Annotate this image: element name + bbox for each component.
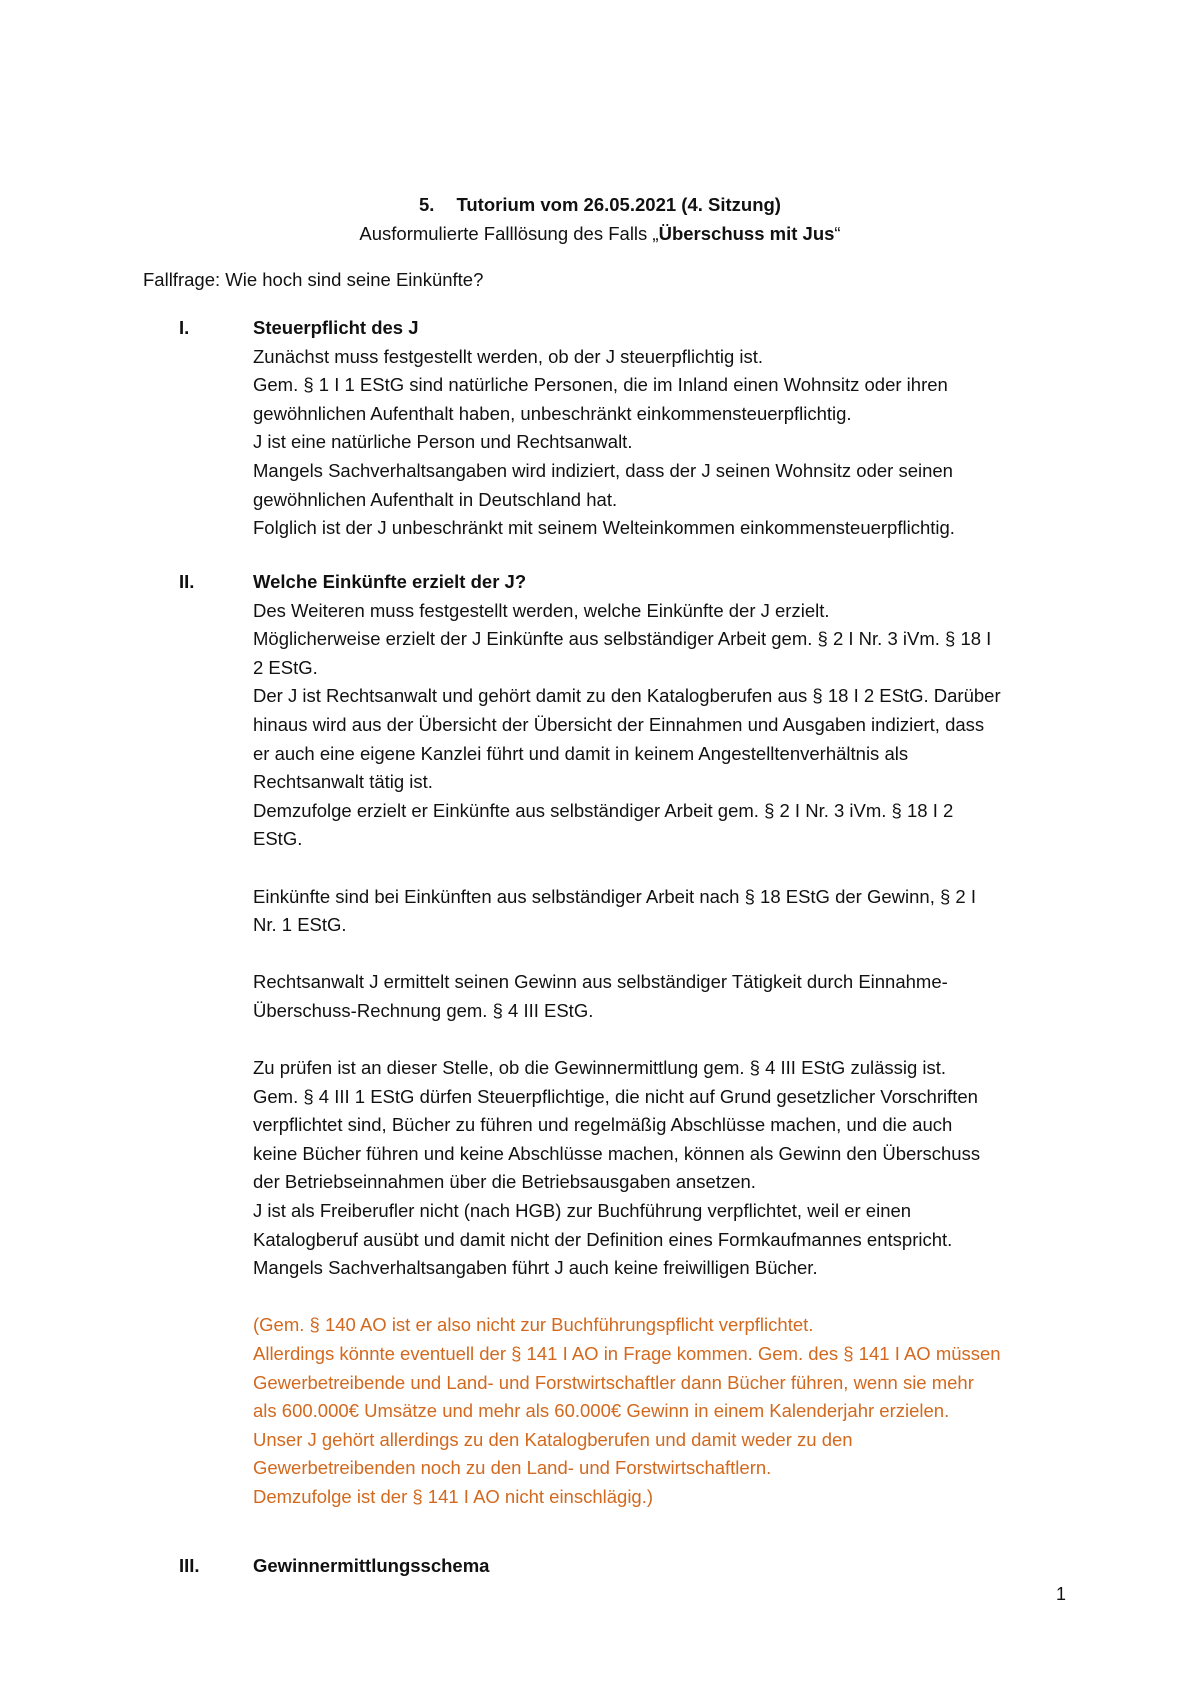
paragraph-line: Mangels Sachverhaltsangaben wird indiziert, dass der J seinen Wohnsitz oder seinen: [253, 459, 953, 481]
paragraph-line: der Betriebseinnahmen über die Betriebsausgaben ansetzen.: [253, 1171, 756, 1193]
note-line: Allerdings könnte eventuell der § 141 I AO in Frage kommen. Gem. des § 141 I AO müssen: [253, 1343, 1001, 1365]
paragraph-line: gewöhnlichen Aufenthalt haben, unbeschränkt einkommensteuerpflichtig.: [253, 402, 852, 424]
paragraph-gap: [253, 1026, 1073, 1055]
note-line: Demzufolge ist der § 141 I AO nicht einschlägig.): [253, 1486, 654, 1507]
paragraph-line: Einkünfte sind bei Einkünften aus selbständiger Arbeit nach § 18 EStG der Gewinn, § 2 I: [253, 885, 976, 907]
paragraph-line: er auch eine eigene Kanzlei führt und damit in keinem Angestelltenverhältnis als: [253, 742, 909, 764]
paragraph-line: verpflichtet sind, Bücher zu führen und regelmäßig Abschlüsse machen, und die auch: [253, 1114, 953, 1136]
paragraph-line: Rechtsanwalt tätig ist.: [253, 771, 433, 793]
note-line: als 600.000€ Umsätze und mehr als 60.000€ Gewinn in einem Kalenderjahr erzielen.: [253, 1400, 950, 1422]
paragraph-line: Des Weiteren muss festgestellt werden, welche Einkünfte der J erzielt.: [253, 599, 830, 621]
paragraph-line: Katalogberuf ausübt und damit nicht der Definition eines Formkaufmannes entspricht.: [253, 1228, 953, 1250]
paragraph-line: hinaus wird aus der Übersicht der Übersicht der Einnahmen und Ausgaben indiziert, dass: [253, 713, 985, 735]
paragraph-line: keine Bücher führen und keine Abschlüsse machen, können als Gewinn den Überschuss: [253, 1142, 981, 1164]
paragraph-line: Gem. § 4 III 1 EStG dürfen Steuerpflichtige, die nicht auf Grund gesetzlicher Vorschriften: [253, 1085, 978, 1107]
page-number: 1: [1056, 1584, 1067, 1604]
note-line: (Gem. § 140 AO ist er also nicht zur Buchführungspflicht verpflichtet.: [253, 1314, 814, 1336]
subtitle-prefix: Ausformulierte Falllösung des Falls „: [359, 223, 659, 244]
section-body: [253, 1552, 1073, 1581]
document-subtitle: [0, 219, 1200, 248]
paragraph-gap: [253, 854, 1073, 883]
title-number: 5.: [419, 194, 435, 215]
paragraph-line: J ist als Freiberufler nicht (nach HGB) zur Buchführung verpflichtet, weil er einen: [253, 1200, 912, 1222]
section-heading: Steuerpflicht des J: [253, 317, 419, 338]
paragraph-line: Gem. § 1 I 1 EStG sind natürliche Personen, die im Inland einen Wohnsitz oder ihren: [253, 374, 948, 396]
subtitle-case-name: Überschuss mit Jus: [658, 223, 835, 244]
paragraph-line: Mangels Sachverhaltsangaben führt J auch keine freiwilligen Bücher.: [253, 1257, 818, 1279]
paragraph-line: gewöhnlichen Aufenthalt in Deutschland hat.: [253, 488, 618, 510]
paragraph-line: Rechtsanwalt J ermittelt seinen Gewinn aus selbständiger Tätigkeit durch Einnahme-: [253, 971, 948, 993]
paragraph-line: Zu prüfen ist an dieser Stelle, ob die Gewinnermittlung gem. § 4 III EStG zulässig ist.: [253, 1057, 947, 1079]
paragraph-line: Demzufolge erzielt er Einkünfte aus selbständiger Arbeit gem. § 2 I Nr. 3 iVm. § 18 I 2: [253, 799, 954, 821]
title-text: Tutorium vom 26.05.2021 (4. Sitzung): [456, 194, 781, 215]
subtitle-suffix: “: [834, 223, 841, 244]
paragraph-line: Zunächst muss festgestellt werden, ob der J steuerpflichtig ist.: [253, 345, 764, 367]
section-number: I.: [179, 317, 190, 338]
paragraph-line: EStG.: [253, 828, 303, 850]
note-line: Gewerbetreibende und Land- und Forstwirtschaftler dann Bücher führen, wenn sie mehr: [253, 1371, 974, 1393]
section-heading: Gewinnermittlungsschema: [253, 1555, 490, 1576]
paragraph-line: J ist eine natürliche Person und Rechtsanwalt.: [253, 431, 633, 453]
paragraph-line: Überschuss-Rechnung gem. § 4 III EStG.: [253, 999, 594, 1021]
document-title: [0, 190, 1200, 219]
note-line: Gewerbetreibenden noch zu den Land- und Forstwirtschaftlern.: [253, 1457, 772, 1479]
section-number: II.: [179, 571, 195, 592]
paragraph-line: Folglich ist der J unbeschränkt mit seinem Welteinkommen einkommensteuerpflichtig.: [253, 517, 955, 539]
paragraph-gap: [253, 1283, 1073, 1312]
paragraph-line: Möglicherweise erzielt der J Einkünfte aus selbständiger Arbeit gem. § 2 I Nr. 3 iVm. § 18 I: [253, 628, 992, 650]
section-body: [253, 314, 1073, 543]
note-line: Unser J gehört allerdings zu den Katalogberufen und damit weder zu den: [253, 1428, 853, 1450]
case-question: Fallfrage: Wie hoch sind seine Einkünfte?: [143, 269, 484, 290]
paragraph-gap: [253, 940, 1073, 969]
paragraph-line: Nr. 1 EStG.: [253, 914, 347, 936]
section-body: [253, 568, 1073, 1512]
document-header: [0, 190, 1200, 248]
paragraph-line: Der J ist Rechtsanwalt und gehört damit zu den Katalogberufen aus § 18 I 2 EStG. Darüber: [253, 685, 1001, 707]
paragraph-line: 2 EStG.: [253, 656, 318, 678]
section-heading: Welche Einkünfte erzielt der J?: [253, 571, 527, 592]
section-number: III.: [179, 1555, 200, 1576]
